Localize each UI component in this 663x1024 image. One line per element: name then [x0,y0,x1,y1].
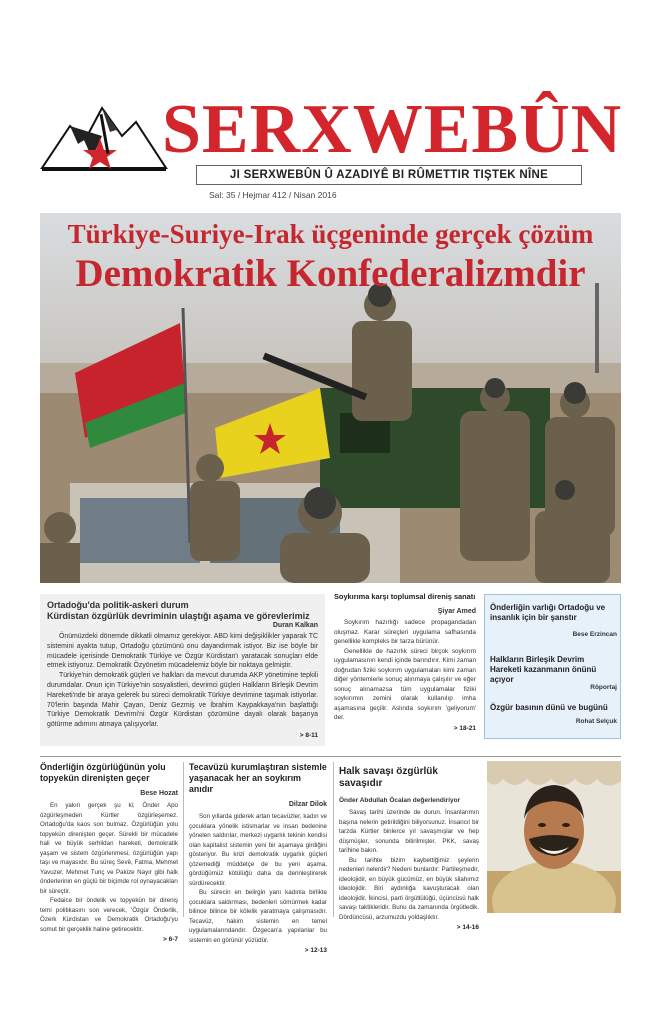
article3-author: Bese Hozat [140,790,178,797]
column-divider [183,762,184,917]
article2-author: Şiyar Amed [437,608,476,615]
article5-author: Önder Abdullah Öcalan değerlendiriyor [339,797,461,804]
slogan: JI SERXWEBÛN Û AZADIYÊ BI RÛMETTIR TIŞTEK NÎNE [196,165,582,185]
article1-body [47,632,318,730]
article-box-duran-kalkan [40,594,325,746]
article1-title: Kürdistan özgürlük devriminin ulaştığı aşama ve görevlerimiz [47,610,310,621]
article1-kicker: Ortadoğu'da politik-askeri durum [47,600,189,610]
sidebar-item-2-title[interactable]: Halkların Birleşik Devrim Hareketi kazanmanın önünü açıyor [490,655,597,684]
article1-author: Duran Kalkan [272,622,318,629]
article4-body [189,812,327,945]
article4-paragraph: Son yıllarda giderek artan tecavüzler, kadın ve çocuklara yönelik istismarlar ve insan bedenine yönelen saldırılar, merkezi uygarlık tekinin kendisi olan kapitalist sistemin yeni bir aşamaya girdiğini gösteriyor. Bu krizi demokratik uygarlık güçleri çözemediği müddetçe de bu yeni aşama, gördüğümüz kötülüğü daha da derinleştirerek sürdürecektir. [189,813,327,887]
article5-paragraph: Bu tarihte bizim kaybettiğimiz şeylerin nedenleri nelerdir? Nedeni bunlardır: Partileşmedir, ideolojidir, en büyük gücümüz, en büyük silahımız ideolojidir. Biri aydınlığa kavuşturacak olan ideolojidir. İkincisi, parti örgütlülüğü, üçüncüsü halk savaşı taktikleridir. Bunu da zamanında örgütledik. Dördüncüsü, arzumuzdu yoldaşlıktır. [339,856,479,921]
article-halk-savasi [339,766,479,931]
article2-headline[interactable]: Soykırıma karşı toplumsal direniş sanatı [334,592,476,601]
sidebar-item-1-title[interactable]: Önderliğin varlığı Ortadoğu ve insanlık için bir şanstır [490,603,606,622]
article4-author: Dilzar Dilok [288,801,327,808]
article5-page-ref[interactable]: > 14-16 [456,924,479,931]
article-bese-hozat [40,762,178,943]
newspaper-title: SERXWEBÛN [162,91,623,168]
article-dilzar-dilok [189,762,327,954]
article1-paragraph: Türkiye'nin demokratik güçleri ve halkları da mevcut durumda AKP yönetimine tepkili durumdalar. Onun için Türkiye'nin sosyalistleri, devrimci güçleri Halkların Birleşik Devrim Hareketi'nde bir araya gelerek bu süreci demokratik Türkiye devrimine taşımak istiyorlar. 70'lerin başında Mahir Çayan, Deniz Gezmiş ve İbrahim Kaypakkaya'nın başlattığı Türkiye Demokratik Devrimi'ni Özgür Kürdistan çözümüne dayalı olarak başarıya götürme adımını atmaya çalışıyorlar. [47,672,318,729]
sidebar-box [484,594,621,739]
article4-paragraph: Bu sürecin en belirgin yanı kadınla birlikte çocuklara saldırması, bedenleri sömürmek kadar bilince bilince bir kölelik yaratmaya çalışmasıdır. Tecavüz, hakim sistemin en temel uygulamalarındandır. Özgecan'a yapılanlar bu sistemin en görünür yüzüdür. [189,889,327,944]
article3-body [40,801,178,934]
article5-body [339,808,479,922]
article1-paragraph: Önümüzdeki dönemde dikkatli olmamız gerekiyor. ABD kimi değişiklikler yaparak TC sistemini ayakta tutup, Ortadoğu çözümünü onu dayandırmak istiyor. Biz ise böyle bir mücadele içerisinde Demokratik Türkiye ve Özgür Kürdistan'ı yaratacak sonuçları elde etmek istiyoruz. Demokratik Özyönetim mücadelemiz böyle bir noktaya gelmiştir. [47,633,318,670]
article5-headline[interactable]: Halk savaşı özgürlük savaşıdır [339,766,438,789]
article1-page-ref[interactable]: > 8-11 [299,732,318,739]
article4-page-ref[interactable]: > 12-13 [304,947,327,954]
article4-headline[interactable]: Tecavüzü kurumlaştıran sistemle yaşanacak her an soykırım anıdır [189,762,327,794]
portrait-photo [487,761,621,913]
sidebar-item-3-author: Rohat Selçuk [575,718,617,725]
article2-body [334,618,476,723]
article2-paragraph: Soykırım hazırlığı sadece propagandadan oluşmaz. Karar süreçleri uygulama safhasında genellikle kompleks bir tarza bürünür. [334,619,476,645]
mountain-star-logo [40,96,170,176]
article3-paragraph: Fedaice bir öndelik ve topyekün bir direniş temi politikasını son verecek, 'Özgür Önderlik, Özerk Kürdistan ve Demokratik Ortadoğu'yu somut bir gerçeklik haline getirecektir. [40,897,178,933]
article5-paragraph: Savaş tarihi üzerinde de durun. İnsanlarımın başına nelerin getirildiğini biliyorsunuz. İnsancıl bir tarzda Kürtler binlerce yıl savaşmışlar ve hep düşmüşler, sonunda bitirilmişler. PKK, savaş tarihine bakın. [339,809,479,854]
sidebar-item-1-author: Bese Erzincan [572,631,617,638]
issue-info: Sal: 35 / Hejmar 412 / Nisan 2016 [209,190,337,200]
sidebar-item-2-author: Röportaj [590,684,617,691]
hero-photo [40,213,621,583]
article1-headline[interactable] [47,600,322,621]
section-divider [40,756,621,757]
article3-paragraph: En yakın gerçek şu ki; Önder Apo özgürleşmeden Kürtler özgürleşemez. Ortadoğu'da kaos son bulmaz. Özgürlüğün yolu topyekün direnişten geçer. Sürekli bir mücadele hali ve büyük serhildan hareketi, demokratik yaşam ve sistem özgürlenmesi, özgürlüğün yapı taşı ve mayasıdır. Bu süreç Sevê, Fatma, Mehmet Yavuzer, Mehmet Tunç ve Pakize Nayır gibi halk önderlerinin en güçlü bir biçimde rol oynayacakları bir süreçtir. [40,802,178,895]
article-soykirim [334,592,476,732]
article3-page-ref[interactable]: > 6-7 [163,936,178,943]
article2-page-ref[interactable]: > 18-21 [453,724,476,732]
article2-paragraph: Genellikle de hazırlık süreci birçok soykırım uygulamasının kendi içinde barındırır. Kimi zaman doğrudan fiziki soykırım uygulamaları kimi zaman diğer yöntemlerle sonuç alınmaya çalışılır ve eğer sonuç alınamazsa tüm uygulamalar fiziki soykırımın zemini olarak kullanılıp imha aşamasına geçilir. Aslında soykırım 'geliyorum' der. [334,647,476,721]
column-divider [333,762,334,917]
article3-headline[interactable]: Önderliğin özgürlüğünün yolu topyekün direnişten geçer [40,762,166,783]
hero-headline-line1: Türkiye-Suriye-Irak üçgeninde gerçek çözüm [67,219,594,249]
hero-headline-line2: Demokratik Konfederalizmdir [75,252,586,295]
sidebar-item-3-title[interactable]: Özgür basının dünü ve bugünü [490,703,608,712]
